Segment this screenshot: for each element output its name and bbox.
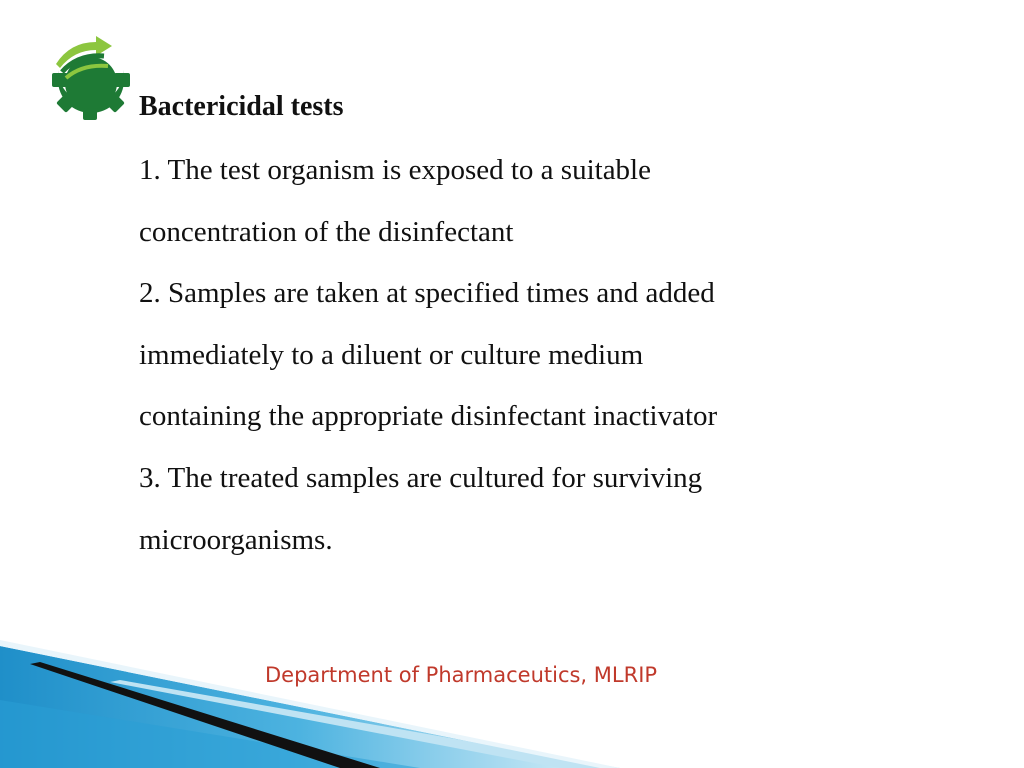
body-line: 3. The treated samples are cultured for surviving [139, 461, 703, 494]
body-line: 1. The test organism is exposed to a suitable [139, 154, 651, 186]
footer-department: Department of Pharmaceutics, MLRIP [265, 663, 658, 687]
body-line: 2. Samples are taken at specified times and added [139, 277, 715, 310]
body-line: microorganisms. [139, 523, 333, 556]
gear-arrow-logo-icon [50, 28, 132, 120]
slide-title: Bactericidal tests [139, 91, 344, 122]
body-line: immediately to a diluent or culture medium [139, 338, 644, 371]
body-text [139, 140, 717, 571]
body-line: containing the appropriate disinfectant inactivator [139, 400, 718, 433]
body-line: concentration of the disinfectant [139, 215, 514, 248]
footer-decoration [0, 640, 1024, 768]
